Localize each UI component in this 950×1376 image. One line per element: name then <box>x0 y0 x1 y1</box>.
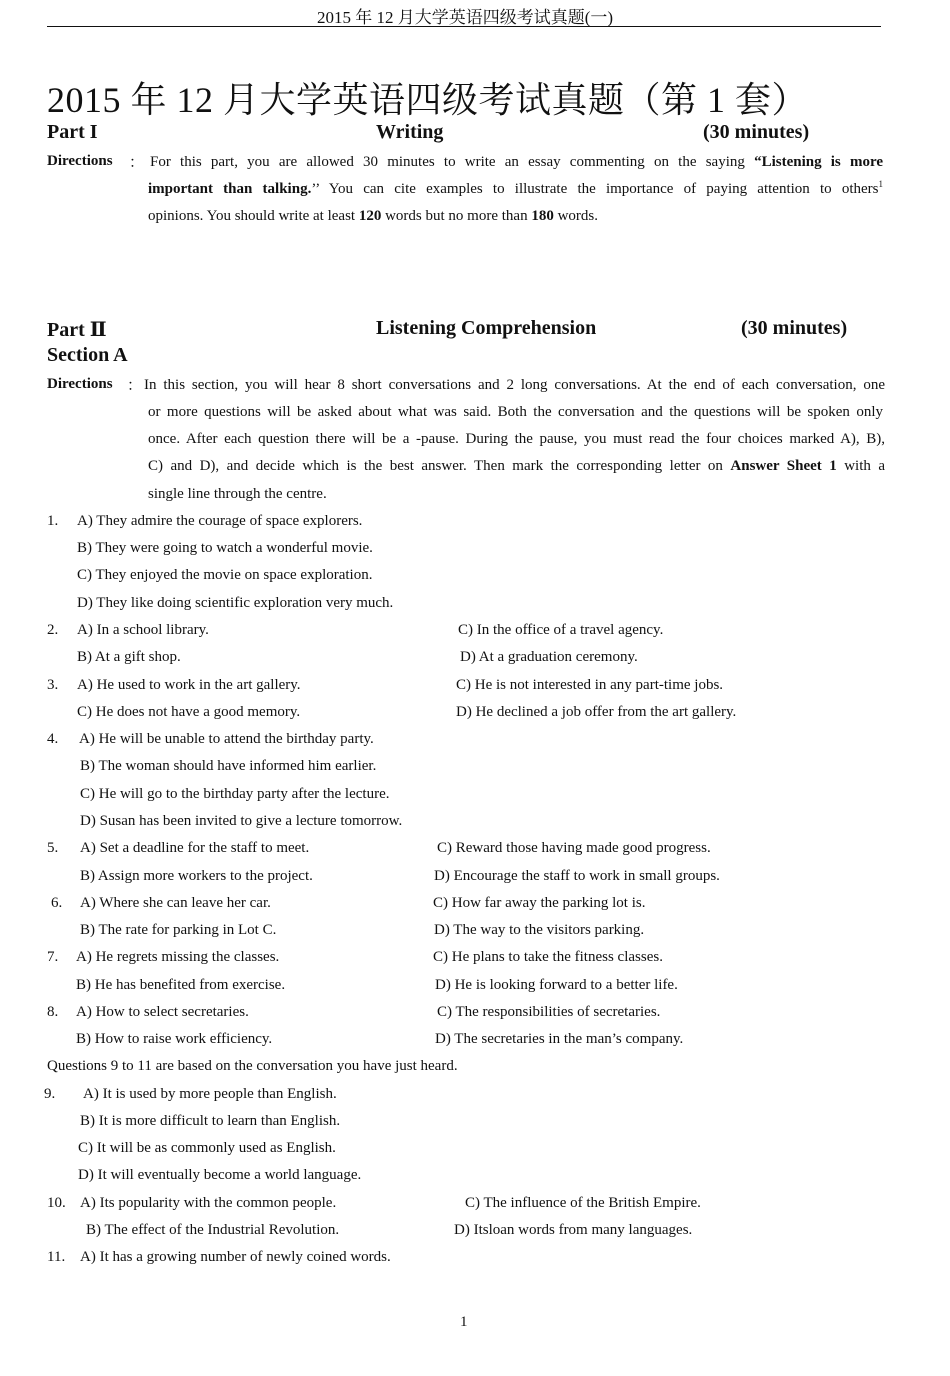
q6-option-a: A) Where she can leave her car. <box>80 895 271 911</box>
q6-number: 6. <box>51 895 63 911</box>
part1-line2-bold: important than talking. <box>148 181 312 197</box>
part1-directions-line2 <box>148 176 883 203</box>
q1-option-a: A) They admire the courage of space explorers. <box>77 513 363 529</box>
part1-line3-max-words: 180 <box>531 208 554 224</box>
q1-option-c: C) They enjoyed the movie on space exploration. <box>77 567 373 583</box>
part1-directions-label: Directions <box>47 153 113 169</box>
q5-option-b: B) Assign more workers to the project. <box>80 868 313 884</box>
part1-line3-e: words. <box>553 208 598 224</box>
q8-option-c: C) The responsibilities of secretaries. <box>437 1004 661 1020</box>
q8-number: 8. <box>47 1004 59 1020</box>
section-a-label: Section A <box>47 344 128 366</box>
part1-line3-c: words but no more than <box>381 208 532 224</box>
part2-label: Part Ⅱ <box>47 319 107 341</box>
part2-directions-label: Directions <box>47 376 113 392</box>
q1-option-d: D) They like doing scientific exploration very much. <box>77 595 394 611</box>
q9-option-c: C) It will be as commonly used as English. <box>78 1140 336 1156</box>
q7-option-d: D) He is looking forward to a better life. <box>435 977 678 993</box>
part2-directions-line4 <box>148 453 885 480</box>
q2-option-a: A) In a school library. <box>77 622 209 638</box>
q7-option-a: A) He regrets missing the classes. <box>76 949 280 965</box>
q9-option-a: A) It is used by more people than English. <box>83 1086 337 1102</box>
q1-number: 1. <box>47 513 59 529</box>
q4-number: 4. <box>47 731 59 747</box>
part1-name: Writing <box>376 121 444 143</box>
q1-option-b: B) They were going to watch a wonderful movie. <box>77 540 373 556</box>
part2-directions-line5: single line through the centre. <box>148 486 327 502</box>
q3-option-b: C) He does not have a good memory. <box>77 704 301 720</box>
q5-option-d: D) Encourage the staff to work in small groups. <box>434 868 720 884</box>
part2-line4-a: C) and D), and decide which is the best answer. Then mark the corresponding letter on <box>148 458 731 474</box>
q6-option-c: C) How far away the parking lot is. <box>433 895 646 911</box>
part1-line3-a: opinions. You should write at least <box>148 208 359 224</box>
q6-option-b: B) The rate for parking in Lot C. <box>80 922 277 938</box>
q2-number: 2. <box>47 622 59 638</box>
q5-option-a: A) Set a deadline for the staff to meet. <box>80 840 310 856</box>
q10-option-a: A) Its popularity with the common people. <box>80 1195 337 1211</box>
q8-option-a: A) How to select secretaries. <box>76 1004 249 1020</box>
part1-label: Part I <box>47 121 98 143</box>
part1-line1-bold: “Listening is more <box>754 154 884 170</box>
q10-option-b: B) The effect of the Industrial Revolution. <box>86 1222 340 1238</box>
part2-time: (30 minutes) <box>741 317 848 339</box>
q8-option-b: B) How to raise work efficiency. <box>76 1031 273 1047</box>
q7-number: 7. <box>47 949 59 965</box>
part1-line2-text: ’’ You can cite examples to illustrate the importance of paying attention to others <box>311 181 879 197</box>
part1-line1-text: For this part, you are allowed 30 minutes to write an essay commenting on the saying <box>150 154 755 170</box>
part2-directions-colon: ： <box>127 378 143 394</box>
q6-option-d: D) The way to the visitors parking. <box>434 922 645 938</box>
q4-option-b: B) The woman should have informed him earlier. <box>80 758 377 774</box>
q3-option-a: A) He used to work in the art gallery. <box>77 677 301 693</box>
q9-option-b: B) It is more difficult to learn than English. <box>80 1113 341 1129</box>
part1-time: (30 minutes) <box>703 121 810 143</box>
running-header: 2015 年 12 月大学英语四级考试真题(一) <box>316 8 614 27</box>
q9-option-d: D) It will eventually become a world language. <box>78 1167 362 1183</box>
q3-option-c: C) He is not interested in any part-time jobs. <box>456 677 724 693</box>
page-number: 1 <box>460 1314 468 1330</box>
part1-directions-line1 <box>150 149 883 176</box>
q11-number: 11. <box>47 1249 66 1265</box>
q3-number: 3. <box>47 677 59 693</box>
q2-option-d: D) At a graduation ceremony. <box>460 649 638 665</box>
q10-option-c: C) The influence of the British Empire. <box>465 1195 701 1211</box>
q10-number: 10. <box>47 1195 66 1211</box>
part2-directions-line3: once. After each question there will be a -pause. During the pause, you must read the four choices marked A), B), <box>148 431 885 447</box>
part1-directions-colon: ： <box>129 155 145 171</box>
q7-option-b: B) He has benefited from exercise. <box>76 977 286 993</box>
q4-option-c: C) He will go to the birthday party after the lecture. <box>80 786 390 802</box>
q11-option-a: A) It has a growing number of newly coined words. <box>80 1249 391 1265</box>
q4-option-d: D) Susan has been invited to give a lecture tomorrow. <box>80 813 403 829</box>
part2-name: Listening Comprehension <box>376 317 597 339</box>
q5-number: 5. <box>47 840 59 856</box>
q2-option-b: B) At a gift shop. <box>77 649 181 665</box>
q3-option-d: D) He declined a job offer from the art gallery. <box>456 704 737 720</box>
part1-line3-min-words: 120 <box>358 208 382 224</box>
page-title: 2015 年 12 月大学英语四级考试真题（第 1 套） <box>47 80 809 120</box>
part2-directions-line2: or more questions will be asked about what was said. Both the conversation and the questions will be spoken only <box>148 404 883 420</box>
q2-option-c: C) In the office of a travel agency. <box>458 622 664 638</box>
q7-option-c: C) He plans to take the fitness classes. <box>433 949 663 965</box>
questions-9-11-note: Questions 9 to 11 are based on the conversation you have just heard. <box>47 1058 458 1074</box>
q5-option-c: C) Reward those having made good progress. <box>437 840 711 856</box>
part1-line2-superscript: 1 <box>878 179 883 189</box>
q8-option-d: D) The secretaries in the man’s company. <box>435 1031 684 1047</box>
q4-option-a: A) He will be unable to attend the birthday party. <box>79 731 374 747</box>
part2-directions-line1: In this section, you will hear 8 short conversations and 2 long conversations. At the end of each conversation, one <box>144 377 885 393</box>
q10-option-d: D) Itsloan words from many languages. <box>454 1222 693 1238</box>
part1-directions-line3 <box>148 208 598 225</box>
part2-line4-answer-sheet: Answer Sheet 1 <box>730 458 837 474</box>
q9-number: 9. <box>44 1086 56 1102</box>
header-rule <box>47 26 881 27</box>
part2-line4-c: with a <box>836 458 885 474</box>
